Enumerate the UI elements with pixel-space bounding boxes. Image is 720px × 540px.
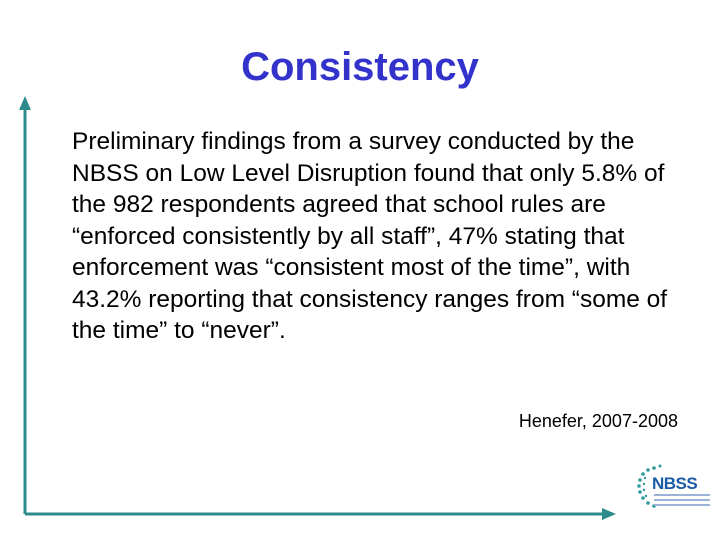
citation: Henefer, 2007-2008 bbox=[518, 411, 678, 431]
up-arrow-icon bbox=[19, 96, 31, 110]
logo-text: NBSS bbox=[652, 474, 698, 493]
right-arrow-icon bbox=[602, 508, 616, 520]
logo-tagline-lines bbox=[654, 494, 710, 509]
body-text bbox=[72, 126, 682, 347]
body-paragraph: Preliminary findings from a survey conducted by the NBSS on Low Level Disruption found that only 5.8% of the 982 respondents agreed that school rules are “enforced consistently by all staff”, 47% stating that enforcement was “consistent most of the time”, with 43.2% reporting that consistency ranges from “some of the time” to “never”. bbox=[72, 128, 668, 344]
slide-title: Consistency bbox=[241, 45, 479, 89]
nbss-logo bbox=[634, 462, 714, 514]
